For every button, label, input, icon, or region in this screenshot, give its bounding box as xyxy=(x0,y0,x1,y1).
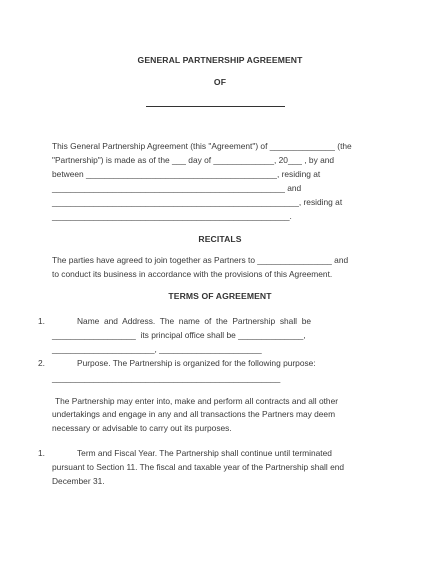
item-line: __________________ its principal office shall be ______________, xyxy=(52,330,306,340)
terms-heading: TERMS OF AGREEMENT xyxy=(168,291,272,301)
intro-line: ___________________________________________________. xyxy=(52,211,292,221)
item-number: 1. xyxy=(38,448,45,458)
item-line: Term and Fiscal Year. The Partnership shall continue until terminated xyxy=(77,448,332,458)
recitals-line: The parties have agreed to join together as Partners to ________________ and xyxy=(52,255,349,265)
recitals-line: to conduct its business in accordance with the provisions of this Agreement. xyxy=(52,269,333,279)
paragraph-line: necessary or advisable to carry out its purposes. xyxy=(52,423,232,433)
document-title: GENERAL PARTNERSHIP AGREEMENT xyxy=(137,55,303,65)
item-line: pursuant to Section 11. The fiscal and taxable year of the Partnership shall end xyxy=(52,462,345,472)
item-line: Name and Address. The name of the Partnership shall be xyxy=(77,316,312,326)
intro-line: This General Partnership Agreement (this "Agreement") of ______________ (the xyxy=(52,141,352,151)
intro-line: "Partnership") is made as of the ___ day of _____________, 20___ , by and xyxy=(52,155,335,165)
item-line: Purpose. The Partnership is organized for the following purpose: xyxy=(77,358,316,368)
paragraph-line: The Partnership may enter into, make and perform all contracts and all other xyxy=(55,396,339,406)
recitals-heading: RECITALS xyxy=(198,234,242,244)
partnership-name-line xyxy=(146,106,285,107)
item-line: ______________________, ______________________ xyxy=(52,344,262,354)
item-number: 2. xyxy=(38,358,45,368)
paragraph-line: undertakings and engage in any and all transactions the Partners may deem xyxy=(52,409,336,419)
of-label: OF xyxy=(213,77,227,87)
intro-line: _____________________________________________________, residing at xyxy=(52,197,343,207)
item-line: _________________________________________________ xyxy=(52,373,281,383)
item-line: December 31. xyxy=(52,476,105,486)
item-number: 1. xyxy=(38,316,45,326)
intro-line: between _________________________________________, residing at xyxy=(52,169,321,179)
intro-line: __________________________________________________ and xyxy=(52,183,302,193)
